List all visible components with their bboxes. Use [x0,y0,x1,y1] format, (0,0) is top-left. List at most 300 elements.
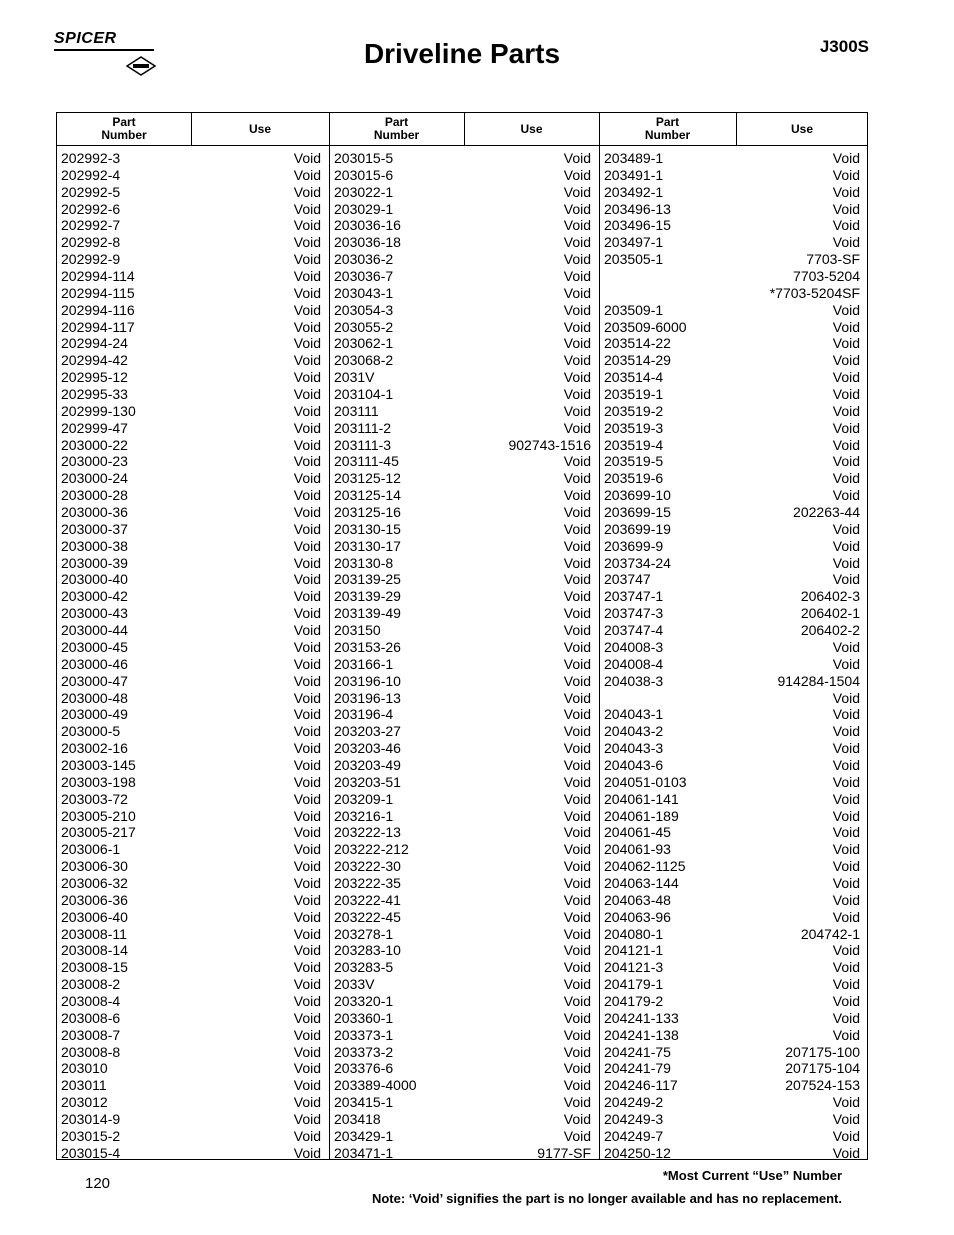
table-row [57,538,329,555]
part-number: 204241-138 [604,1026,679,1043]
part-number: 204043-2 [604,723,664,740]
part-number: 203055-2 [334,318,394,335]
table-row [330,622,599,639]
part-number: 203747 [604,571,651,588]
use-value: Void [293,301,321,318]
use-value: Void [563,386,591,403]
use-value: Void [293,908,321,925]
use-value: 206402-1 [800,605,860,622]
part-number: 204249-3 [604,1110,664,1127]
part-number: 203000-48 [61,689,128,706]
part-number: 203222-30 [334,858,401,875]
table-row [330,319,599,336]
part-number: 203000-24 [61,470,128,487]
part-number: 203043-1 [334,284,394,301]
use-value: Void [563,1094,591,1111]
part-number: 203000-5 [61,723,121,740]
part-number: 203519-1 [604,386,664,403]
part-number: 204241-75 [604,1043,671,1060]
use-value: Void [293,992,321,1009]
use-value: Void [832,706,860,723]
table-row [57,234,329,251]
part-number: 203015-6 [334,166,394,183]
use-value: Void [563,942,591,959]
use-value: Void [832,773,860,790]
use-value: Void [293,773,321,790]
use-value: Void [832,436,860,453]
table-row [330,706,599,723]
part-number: 204062-1125 [604,858,686,875]
use-value: Void [832,740,860,757]
use-value: Void [832,790,860,807]
table-row [57,791,329,808]
table-row [330,571,599,588]
use-value: Void [563,858,591,875]
part-number: 203747-4 [604,622,664,639]
use-value: Void [832,959,860,976]
table-row [330,352,599,369]
use-value: Void [832,386,860,403]
use-value: Void [293,1043,321,1060]
use-value: 204742-1 [800,925,860,942]
table-row [57,656,329,673]
part-number: 203222-35 [334,874,401,891]
table-row [57,571,329,588]
part-number: 203000-47 [61,672,128,689]
part-number: 203519-6 [604,470,664,487]
part-number: 202992-5 [61,183,121,200]
part-number: 203000-40 [61,571,128,588]
table-row [600,217,868,234]
part-number: 203014-9 [61,1110,121,1127]
table-row [330,959,599,976]
use-value: Void [293,436,321,453]
table-row [600,1094,868,1111]
use-value: Void [563,284,591,301]
part-number: 202992-6 [61,200,121,217]
use-value: Void [563,402,591,419]
part-number: 204249-2 [604,1094,664,1111]
part-number: 203222-41 [334,891,401,908]
part-number: 203216-1 [334,807,394,824]
table-row [57,892,329,909]
part-number: 202992-3 [61,150,121,166]
part-number: 2031V [334,369,375,386]
part-number: 202995-33 [61,386,128,403]
use-value: Void [293,234,321,251]
use-value: Void [293,318,321,335]
table-row [330,302,599,319]
use-value: Void [293,419,321,436]
table-row [57,1010,329,1027]
parts-table [56,112,868,1160]
part-number: 203015-2 [61,1127,121,1144]
use-value: Void [563,807,591,824]
table-row [600,453,868,470]
part-number: 203747-3 [604,605,664,622]
part-number: 203011 [61,1077,107,1094]
use-value: Void [563,217,591,234]
part-number: 203496-15 [604,217,671,234]
table-row [57,757,329,774]
page-number: 120 [85,1175,111,1192]
table-row [57,723,329,740]
use-value: Void [293,689,321,706]
table-row [57,1060,329,1077]
table-row [57,875,329,892]
use-value: Void [832,1026,860,1043]
part-number: 204179-1 [604,976,664,993]
part-number: 203008-6 [61,1009,121,1026]
part-number: 203376-6 [334,1060,394,1077]
table-row [330,605,599,622]
table-row [600,234,868,251]
part-number: 202994-24 [61,335,128,352]
table-row [600,167,868,184]
table-row [600,959,868,976]
table-row [57,1027,329,1044]
table-row [330,791,599,808]
part-number: 203519-3 [604,419,664,436]
table-row [57,942,329,959]
part-number: 204080-1 [604,925,664,942]
table-row [600,352,868,369]
use-value: Void [293,537,321,554]
part-number: 203360-1 [334,1009,394,1026]
use-value: Void [293,369,321,386]
part-number: 203203-27 [334,723,401,740]
part-number: 203734-24 [604,554,671,571]
table-row [330,808,599,825]
part-number: 203514-29 [604,352,671,369]
table-row [57,167,329,184]
part-number: 203036-2 [334,251,394,268]
part-number: 203166-1 [334,655,394,672]
use-value: Void [563,301,591,318]
brand-name: SPICER [54,30,117,47]
part-number: 203010 [61,1060,108,1077]
table-row [57,217,329,234]
part-number: 203209-1 [334,790,394,807]
table-row [600,437,868,454]
part-number: 204061-189 [604,807,679,824]
table-row [600,774,868,791]
table-row [57,740,329,757]
table-row [330,201,599,218]
use-value: *7703-5204SF [769,284,860,301]
part-number: 202992-9 [61,251,121,268]
table-row [600,201,868,218]
table-row [600,386,868,403]
use-value: Void [563,554,591,571]
part-number: 203008-8 [61,1043,121,1060]
table-row [57,453,329,470]
use-value: 902743-1516 [508,436,591,453]
table-row [600,487,868,504]
part-number: 203389-4000 [334,1077,417,1094]
header-divider [736,113,737,146]
use-value: Void [293,571,321,588]
table-row [57,1128,329,1145]
table-row [57,352,329,369]
use-value: 202263-44 [793,504,860,521]
part-number: 203139-29 [334,588,401,605]
part-number: 203278-1 [334,925,394,942]
part-number: 203497-1 [604,234,664,251]
part-number: 202992-4 [61,166,121,183]
use-value: Void [832,992,860,1009]
table-row [600,757,868,774]
part-number: 204241-79 [604,1060,671,1077]
table-column-3 [600,150,868,1162]
part-number: 202994-117 [61,318,135,335]
part-number: 203104-1 [334,386,394,403]
use-value: Void [563,268,591,285]
part-number: 203373-2 [334,1043,394,1060]
table-row [57,150,329,167]
part-number: 203068-2 [334,352,394,369]
part-number: 202992-8 [61,234,121,251]
part-number: 203029-1 [334,200,394,217]
use-value: Void [293,790,321,807]
use-value: Void [563,150,591,166]
table-row [57,1094,329,1111]
table-row [600,1044,868,1061]
use-value: Void [563,470,591,487]
table-row [600,470,868,487]
use-value: Void [832,183,860,200]
table-row [600,538,868,555]
part-number: 203005-210 [61,807,136,824]
part-number: 204008-4 [604,655,664,672]
table-row [600,1010,868,1027]
table-row [57,909,329,926]
part-number: 203006-36 [61,891,128,908]
header-use-1: Use [248,121,271,136]
use-value: Void [832,166,860,183]
use-value: Void [832,908,860,925]
use-value: Void [563,318,591,335]
use-value: Void [293,756,321,773]
use-value: Void [563,487,591,504]
table-column-2 [330,150,599,1162]
use-value: Void [563,874,591,891]
part-number: 203699-9 [604,537,664,554]
table-row [600,1128,868,1145]
part-number: 204051-0103 [604,773,687,790]
table-row [600,841,868,858]
table-row [600,1111,868,1128]
table-row [330,1060,599,1077]
use-value: Void [832,942,860,959]
use-value: Void [832,520,860,537]
use-value: Void [293,520,321,537]
header-part-number-1: Part Number [101,115,147,142]
use-value: Void [832,402,860,419]
table-row [600,993,868,1010]
part-number: 204038-3 [604,672,664,689]
table-row [330,1128,599,1145]
part-number: 204121-3 [604,959,664,976]
use-value: Void [293,874,321,891]
part-number: 203509-6000 [604,318,687,335]
part-number: 203519-5 [604,453,664,470]
use-value: Void [293,1110,321,1127]
use-value: Void [293,402,321,419]
part-number: 202999-130 [61,402,136,419]
table-column-1 [57,150,329,1162]
use-value: Void [563,841,591,858]
part-number: 203111-2 [334,419,392,436]
part-number: 203008-4 [61,992,121,1009]
table-row [57,420,329,437]
part-number: 204246-117 [604,1077,678,1094]
table-row [57,403,329,420]
use-value: Void [293,706,321,723]
part-number: 203015-5 [334,150,394,166]
table-row [330,639,599,656]
table-row [57,639,329,656]
part-number: 203022-1 [334,183,394,200]
table-row [600,673,868,690]
table-row [600,150,868,167]
table-row [330,234,599,251]
use-value: Void [293,858,321,875]
table-row [600,892,868,909]
table-row [330,1145,599,1162]
part-number: 204061-141 [604,790,679,807]
part-number: 203699-19 [604,520,671,537]
use-value: Void [563,1077,591,1094]
table-row [57,504,329,521]
table-row [330,555,599,572]
part-number: 203203-46 [334,740,401,757]
part-number: 202995-12 [61,369,128,386]
table-row [330,369,599,386]
part-number: 2033V [334,976,375,993]
use-value: Void [563,352,591,369]
part-number: 203196-10 [334,672,401,689]
header-use-3: Use [790,121,813,136]
use-value: Void [832,554,860,571]
use-value: Void [563,706,591,723]
use-value: Void [832,453,860,470]
use-value: Void [832,352,860,369]
use-value: Void [293,453,321,470]
use-value: Void [832,301,860,318]
part-number: 203496-13 [604,200,671,217]
table-row [57,555,329,572]
table-row [600,251,868,268]
table-row [57,993,329,1010]
part-number: 203111 [334,402,379,419]
use-value: Void [293,217,321,234]
part-number: 203036-7 [334,268,394,285]
use-value: Void [293,605,321,622]
part-number: 203008-14 [61,942,128,959]
table-header [57,113,867,146]
table-row [330,774,599,791]
table-row [600,1060,868,1077]
table-row [330,673,599,690]
use-value: Void [563,1043,591,1060]
table-row [330,487,599,504]
part-number: 203514-22 [604,335,671,352]
table-row [330,470,599,487]
table-row [57,251,329,268]
use-value: Void [563,891,591,908]
use-value: Void [832,874,860,891]
table-row [600,706,868,723]
use-value: Void [293,891,321,908]
use-value: Void [563,1110,591,1127]
table-row [330,167,599,184]
part-number: 204043-6 [604,756,664,773]
part-number: 203062-1 [334,335,394,352]
table-row [57,1077,329,1094]
table-row [330,1077,599,1094]
part-number: 204043-1 [604,706,664,723]
use-value: Void [293,1009,321,1026]
table-row [600,808,868,825]
use-value: Void [293,841,321,858]
table-row [330,420,599,437]
part-number: 203489-1 [604,150,664,166]
part-number: 202994-115 [61,284,135,301]
use-value: Void [563,537,591,554]
part-number: 203000-49 [61,706,128,723]
table-row [330,521,599,538]
table-row [57,335,329,352]
use-value: Void [293,807,321,824]
use-value: Void [563,992,591,1009]
header-part-number-3: Part Number [644,115,691,142]
use-value: Void [832,234,860,251]
use-value: Void [293,1077,321,1094]
part-number: 204241-133 [604,1009,679,1026]
use-value: Void [293,655,321,672]
table-row [330,150,599,167]
part-number: 203000-36 [61,504,128,521]
use-value: Void [563,925,591,942]
part-number: 204008-3 [604,638,664,655]
table-row [600,555,868,572]
use-value: 7703-SF [806,251,860,268]
part-number: 203150 [334,622,381,639]
use-value: Void [293,622,321,639]
table-row [330,1094,599,1111]
part-number: 203418 [334,1110,381,1127]
table-row [600,504,868,521]
use-value: Void [832,1127,860,1144]
table-row [600,1077,868,1094]
table-row [330,993,599,1010]
table-row [330,335,599,352]
table-row [57,622,329,639]
part-number: 203222-13 [334,824,401,841]
table-row [330,386,599,403]
table-row [57,690,329,707]
table-row [330,858,599,875]
part-number: 203008-2 [61,976,121,993]
part-number: 203006-40 [61,908,128,925]
part-number: 203002-16 [61,740,128,757]
header-part-number-2: Part Number [373,115,420,142]
part-number: 203222-212 [334,841,409,858]
use-value: Void [293,386,321,403]
use-value: Void [563,672,591,689]
part-number: 203000-42 [61,588,128,605]
